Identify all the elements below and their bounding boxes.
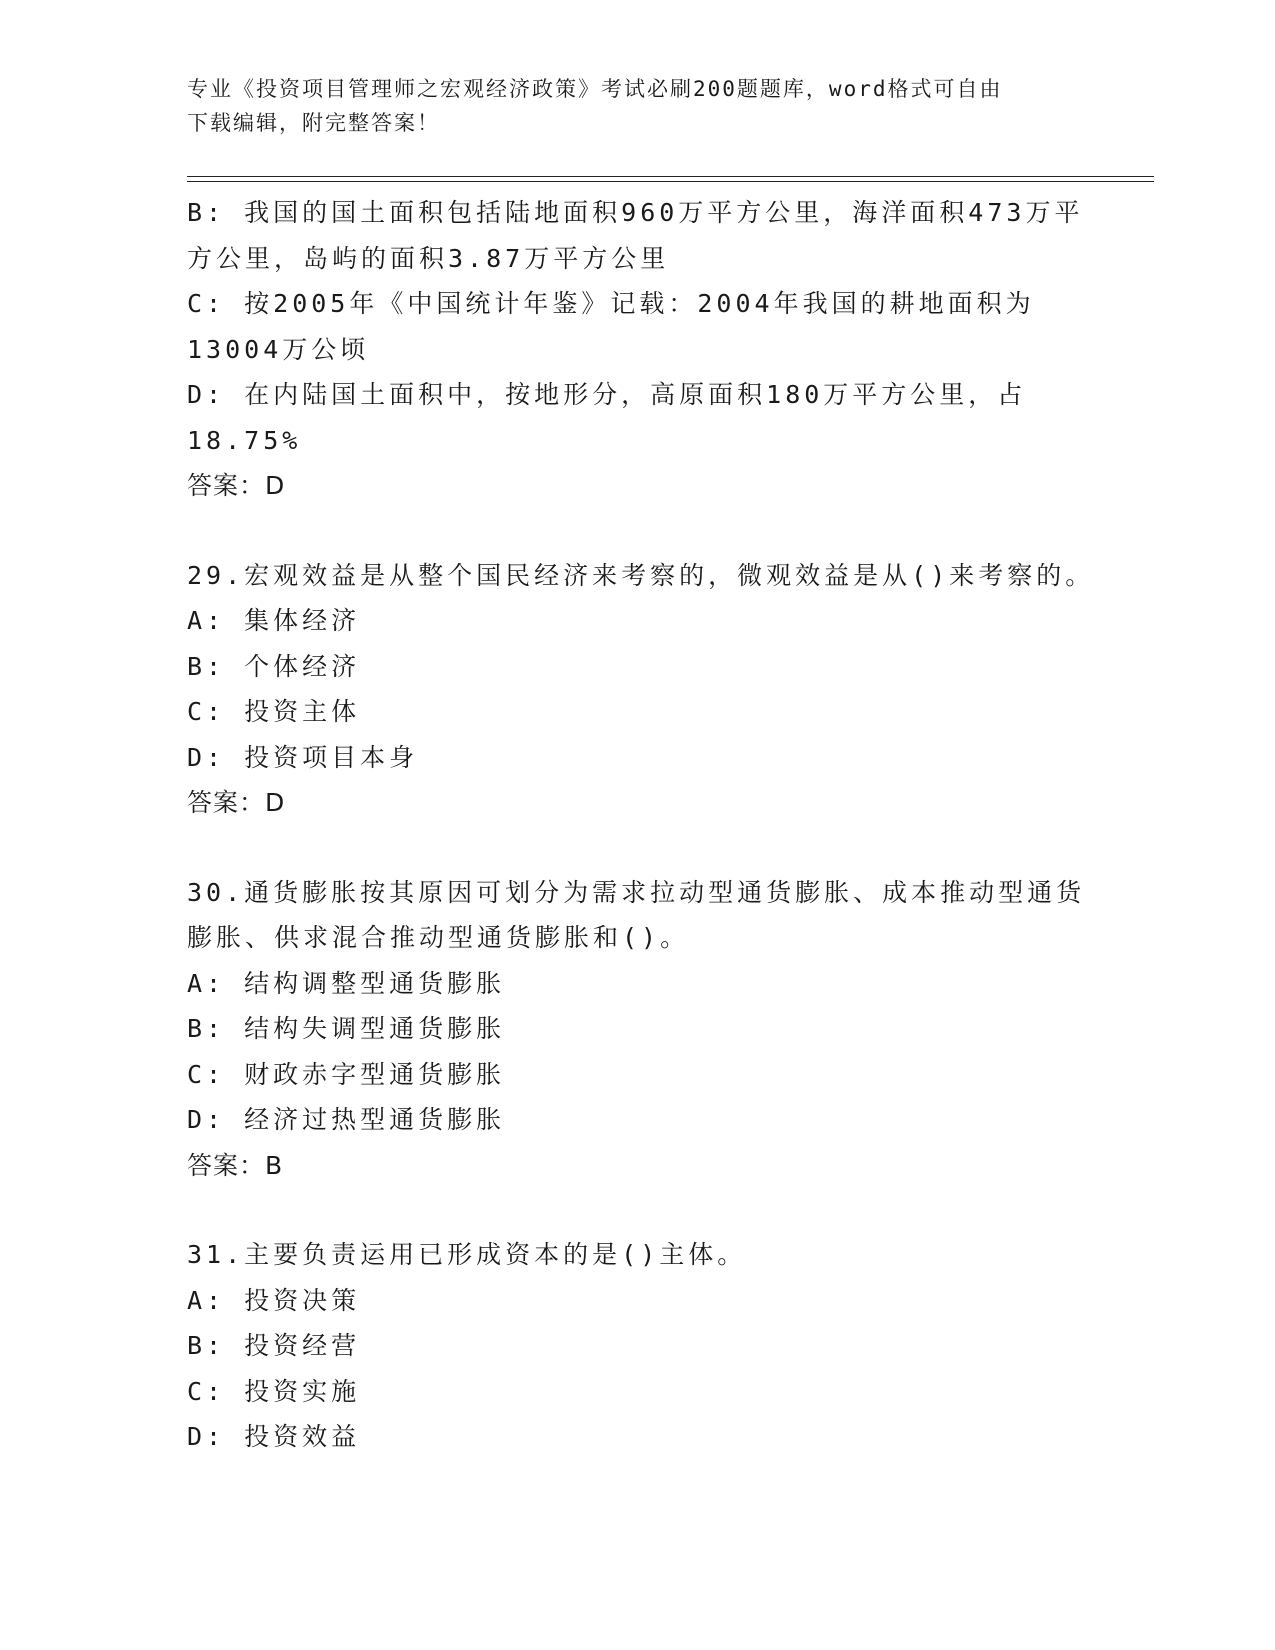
question-stem: 31.主要负责运用已形成资本的是()主体。 <box>187 1240 747 1269</box>
option-a: A: 集体经济 <box>187 606 361 635</box>
answer-line: 答案：D <box>187 788 286 817</box>
option-b: B: 投资经营 <box>187 1331 361 1360</box>
option-d: D: 经济过热型通货膨胀 <box>187 1105 506 1134</box>
option-d: D: 投资效益 <box>187 1422 361 1451</box>
question-stem-line-1: 30.通货膨胀按其原因可划分为需求拉动型通货膨胀、成本推动型通货 <box>187 877 1086 907</box>
header-divider <box>187 176 1154 182</box>
option-d: D: 投资项目本身 <box>187 742 419 772</box>
question-gap <box>187 826 1087 870</box>
header-line-2: 下载编辑，附完整答案！ <box>187 111 440 135</box>
question-stem-line-2: 膨胀、供求混合推动型通货膨胀和()。 <box>187 923 690 952</box>
question-31 <box>187 1232 1087 1460</box>
header-line-1: 专业《投资项目管理师之宏观经济政策》考试必刷200题题库，word格式可自由 <box>187 77 1003 101</box>
document-body <box>187 190 1095 1460</box>
option-c-line-2: 13004万公顷 <box>187 334 370 364</box>
option-a: A: 结构调整型通货膨胀 <box>187 968 506 998</box>
option-b: B: 结构失调型通货膨胀 <box>187 1014 506 1043</box>
answer-line: 答案：B <box>187 1150 284 1180</box>
option-b-line-1: B: 我国的国土面积包括陆地面积960万平方公里，海洋面积473万平 <box>187 198 1084 227</box>
document-header <box>187 72 1087 140</box>
question-28-continued <box>187 190 1087 509</box>
option-c: C: 财政赤字型通货膨胀 <box>187 1059 506 1089</box>
option-b-line-2: 方公里，岛屿的面积3.87万平方公里 <box>187 243 670 273</box>
question-30 <box>187 870 1087 1189</box>
option-d-line-1: D: 在内陆国土面积中，按地形分，高原面积180万平方公里，占 <box>187 380 1027 409</box>
question-stem: 29.宏观效益是从整个国民经济来考察的，微观效益是从()来考察的。 <box>187 560 1095 590</box>
answer-line: 答案：D <box>187 471 286 500</box>
option-d-line-2: 18.75% <box>187 425 302 455</box>
question-gap <box>187 509 1087 553</box>
option-a: A: 投资决策 <box>187 1285 361 1315</box>
option-c: C: 投资实施 <box>187 1376 361 1406</box>
option-c-line-1: C: 按2005年《中国统计年鉴》记载：2004年我国的耕地面积为 <box>187 289 1035 318</box>
question-gap <box>187 1188 1087 1232</box>
option-b: B: 个体经济 <box>187 651 361 681</box>
option-c: C: 投资主体 <box>187 697 361 726</box>
question-29 <box>187 553 1095 826</box>
